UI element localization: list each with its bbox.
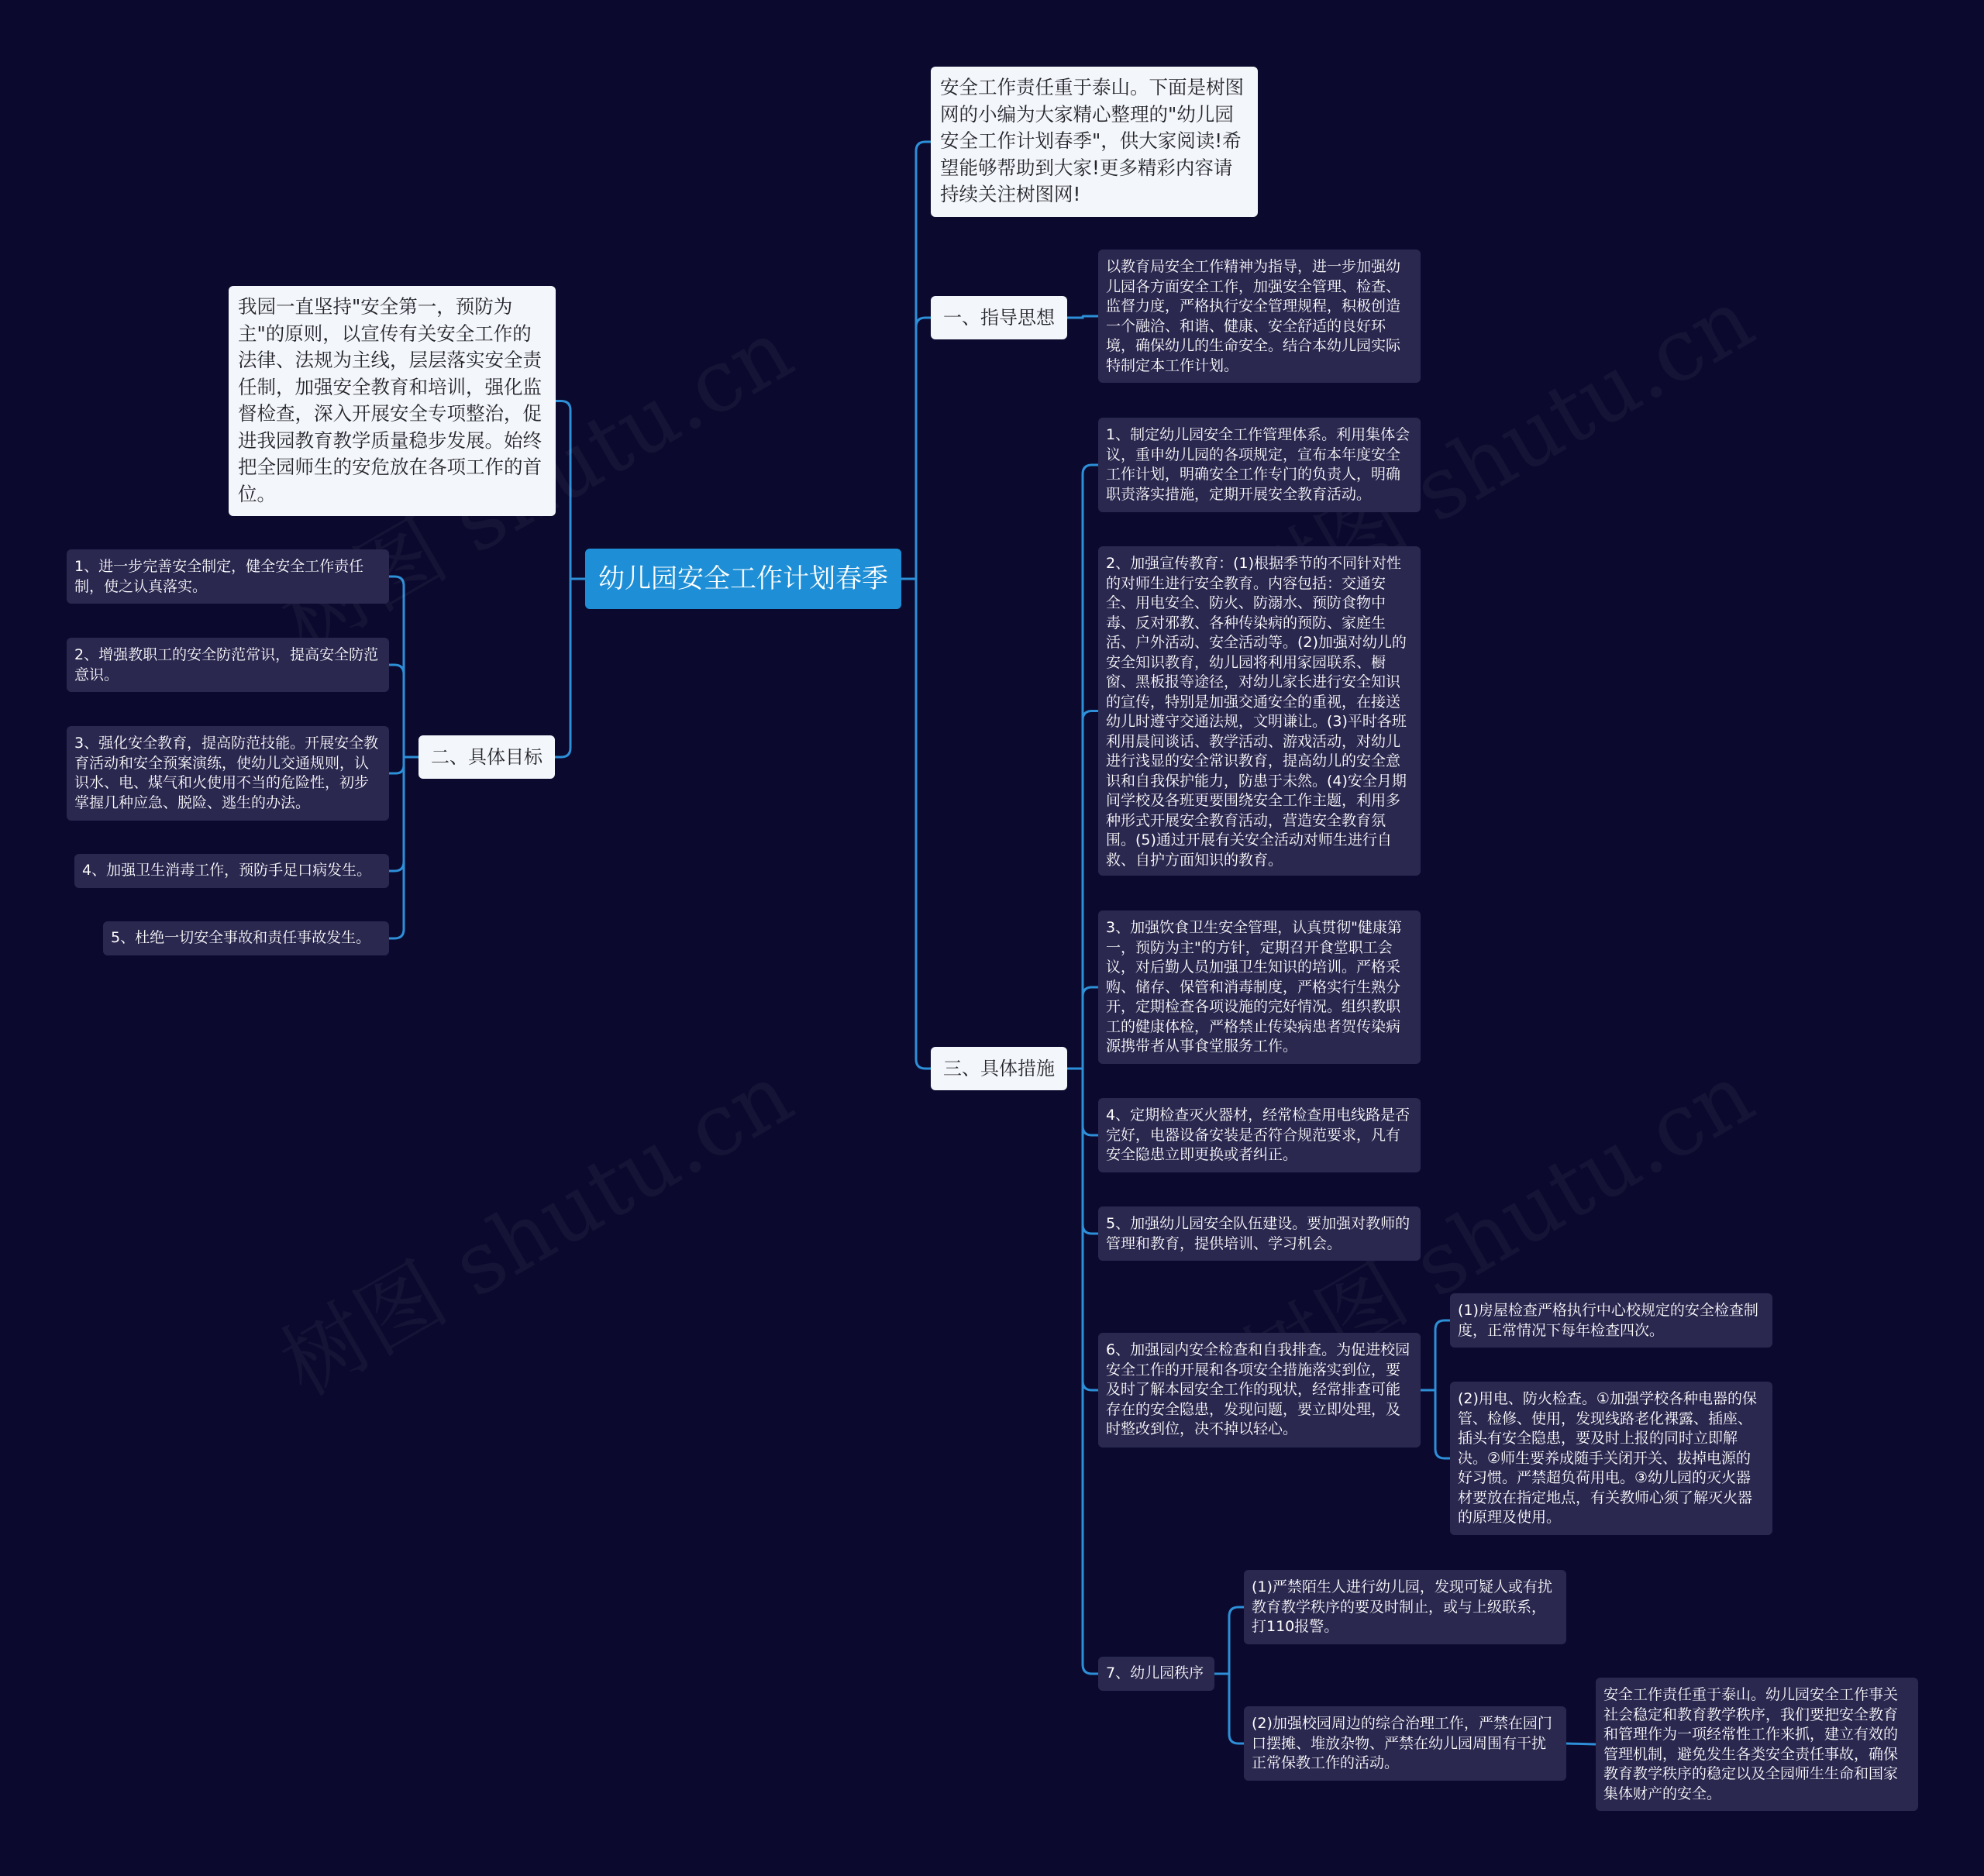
connector-line xyxy=(1421,1390,1450,1458)
connector-line xyxy=(555,579,585,757)
connector-line xyxy=(901,579,931,1069)
root-topic[interactable]: 幼儿园安全工作计划春季 xyxy=(585,549,901,609)
branch-guiding-ideology[interactable]: 一、指导思想 xyxy=(931,296,1067,339)
measure-item[interactable]: 4、定期检查灭火器材，经常检查用电线路是否完好，电器设备安装是否符合规范要求，凡有安全隐患立即更换或者纠正。 xyxy=(1098,1098,1421,1172)
goal-item[interactable]: 2、增强教职工的安全防范常识，提高安全防范意识。 xyxy=(67,638,389,692)
connector-line xyxy=(1214,1607,1244,1674)
connector-line xyxy=(1421,1320,1450,1390)
measure-7-note[interactable]: 安全工作责任重于泰山。幼儿园安全工作事关社会稳定和教育教学秩序，我们要把安全教育和管理作为一项经常性工作来抓，建立有效的管理机制，避免发生各类安全责任事故，确保教育教学秩序的稳定以及全园师生生命和国家集体财产的安全。 xyxy=(1596,1678,1918,1811)
guiding-ideology-text[interactable]: 以教育局安全工作精神为指导，进一步加强幼儿园各方面安全工作，加强安全管理、检查、监督力度，严格执行安全管理规程，积极创造一个融洽、和谐、健康、安全舒适的良好环境，确保幼儿的生命安全。结合本幼儿园实际特制定本工作计划。 xyxy=(1098,250,1421,383)
measure-item[interactable]: 7、幼儿园秩序 xyxy=(1098,1657,1214,1691)
measure-item[interactable]: 1、制定幼儿园安全工作管理体系。利用集体会议，重申幼儿园的各项规定，宣布本年度安全工作计划，明确安全工作专门的负责人，明确职责落实措施，定期开展安全教育活动。 xyxy=(1098,418,1421,512)
goal-item[interactable]: 4、加强卫生消毒工作，预防手足口病发生。 xyxy=(74,854,389,888)
goal-item[interactable]: 3、强化安全教育，提高防范技能。开展安全教育活动和安全预案演练，使幼儿交通规则，认识水、电、煤气和火使用不当的危险性，初步掌握几种应急、脱险、逃生的办法。 xyxy=(67,726,389,821)
branch-specific-goals[interactable]: 二、具体目标 xyxy=(418,735,555,779)
intro-node[interactable]: 安全工作责任重于泰山。下面是树图网的小编为大家精心整理的"幼儿园安全工作计划春季"，供大家阅读!希望能够帮助到大家!更多精彩内容请持续关注树图网! xyxy=(931,67,1258,217)
goal-item[interactable]: 1、进一步完善安全制定，健全安全工作责任制，使之认真落实。 xyxy=(67,549,389,604)
goal-item[interactable]: 5、杜绝一切安全事故和责任事故发生。 xyxy=(103,921,389,955)
measure-item[interactable]: 5、加强幼儿园安全队伍建设。要加强对教师的管理和教育，提供培训、学习机会。 xyxy=(1098,1206,1421,1261)
connector-line xyxy=(556,401,585,580)
connector-line xyxy=(389,665,418,757)
measure-item[interactable]: 6、加强园内安全检查和自我排查。为促进校园安全工作的开展和各项安全措施落实到位，要及时了解本园安全工作的现状，经常排查可能存在的安全隐患，发现问题，要立即处理，及时整改到位，决不掉以轻心。 xyxy=(1098,1333,1421,1447)
connector-line xyxy=(1566,1743,1596,1744)
connector-line xyxy=(1067,1069,1098,1674)
connector-line xyxy=(1067,316,1098,318)
connector-line xyxy=(1214,1674,1244,1743)
branch-specific-measures[interactable]: 三、具体措施 xyxy=(931,1047,1067,1090)
connector-line xyxy=(1067,987,1098,1069)
connector-line xyxy=(901,318,931,579)
measure-7-sub-item[interactable]: (1)严禁陌生人进行幼儿园，发现可疑人或有扰教育教学秩序的要及时制止，或与上级联系，打110报警。 xyxy=(1244,1570,1566,1644)
measure-6-sub-item[interactable]: (1)房屋检查严格执行中心校规定的安全检查制度，正常情况下每年检查四次。 xyxy=(1450,1293,1772,1348)
measure-6-sub-item[interactable]: (2)用电、防火检查。①加强学校各种电器的保管、检修、使用，发现线路老化裸露、插座、插头有安全隐患，要及时上报的同时立即解决。②师生要养成随手关闭开关、拔掉电源的好习惯。严禁超负荷用电。③幼儿园的灭火器材要放在指定地点，有关教师心须了解灭火器的原理及使用。 xyxy=(1450,1382,1772,1535)
measure-7-sub-item[interactable]: (2)加强校园周边的综合治理工作，严禁在园门口摆摊、堆放杂物、严禁在幼儿园周围有干扰正常保教工作的活动。 xyxy=(1244,1706,1566,1781)
left-intro-node[interactable]: 我园一直坚持"安全第一，预防为主"的原则，以宣传有关安全工作的法律、法规为主线，层层落实安全责任制，加强安全教育和培训，强化监督检查，深入开展安全专项整治，促进我园教育教学质量稳步发展。始终把全园师生的安危放在各项工作的首位。 xyxy=(229,286,556,516)
connector-line xyxy=(389,757,418,938)
measure-item[interactable]: 2、加强宣传教育：(1)根据季节的不同针对性的对师生进行安全教育。内容包括：交通安全、用电安全、防火、防溺水、预防食物中毒、反对邪教、各种传染病的预防、家庭生活、户外活动、安全活动等。(2)加强对幼儿的安全知识教育，幼儿园将利用家园联系、橱窗、黑板报等途径，对幼儿家长进行安全知识的宣传，特别是加强交通安全的重视，在接送幼儿时遵守交通法规，文明谦让。(3)平时各班利用晨间谈话、教学活动、游戏活动，对幼儿进行浅显的安全常识教育，提高幼儿的安全意识和自我保护能力，防患于未然。(4)安全月期间学校及各班更要围绕安全工作主题，利用多种形式开展安全教育活动，营造安全教育氛围。(5)通过开展有关安全活动对师生进行自救、自护方面知识的教育。 xyxy=(1098,546,1421,876)
measure-item[interactable]: 3、加强饮食卫生安全管理，认真贯彻"健康第一，预防为主"的方针，定期召开食堂职工会议，对后勤人员加强卫生知识的培训。严格采购、储存、保管和消毒制度，严格实行生熟分开，定期检查各项设施的完好情况。组织教职工的健康体检，严格禁止传染病患者贺传染病源携带者从事食堂服务工作。 xyxy=(1098,910,1421,1064)
